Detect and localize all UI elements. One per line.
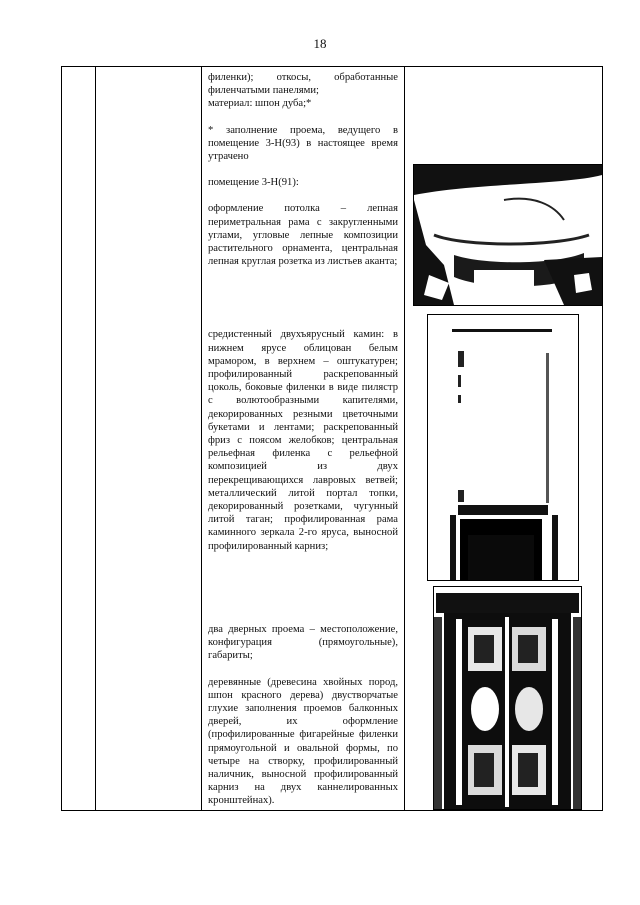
paragraph: помещение 3-Н(91):	[208, 177, 299, 189]
ceiling-photo	[413, 164, 603, 306]
paragraph: филенки); откосы, обработанные филенчатыми панелями;	[208, 72, 398, 97]
description-column	[202, 67, 405, 811]
number-column	[62, 67, 96, 811]
paragraph: материал: шпон дуба;*	[208, 98, 312, 110]
document-table	[61, 66, 603, 811]
page-number: 18	[313, 36, 327, 51]
fireplace-photo	[427, 314, 579, 581]
door-photo	[433, 586, 582, 810]
object-column	[96, 67, 202, 811]
paragraph: оформление потолка – лепная периметральная рама с закругленными углами, угловые лепные композиции растительного орнамента, центральная лепная круглая розетка из листьев аканта;	[208, 203, 398, 268]
paragraph: средистенный двухъярусный камин: в нижнем ярусе облицован белым мрамором, в верхнем – оштукатурен; профилированный раскрепованный цоколь, боковые филенки в виде пилястр с волютообразными капителями, декорированных резными цветочными букетами и лентами; раскрепованный фриз с поясом желобков; центральная рельефная филенка с рельефной композицией из двух перекрещивающихся лавровых ветвей; металлический литой портал топки, декорированный розетками, чугунный литой таган; профилированная рама каминного зеркала 2-го яруса, выносной профилированный карниз;	[208, 329, 398, 552]
paragraph: деревянные (древесина хвойных пород, шпон красного дерева) двустворчатые глухие заполнения проемов балконных дверей, их оформление (профилированные фигарейные филенки прямоугольной и овальной формы, по четыре на створку, профилированный наличник, выносной профилированный карниз на двух каннелированных кронштейнах).	[208, 676, 398, 807]
photo-column	[405, 67, 603, 811]
paragraph: * заполнение проема, ведущего в помещение 3-Н(93) в настоящее время утрачено	[208, 124, 398, 163]
paragraph: два дверных проема – местоположение, конфигурация (прямоугольные), габариты;	[208, 623, 398, 662]
